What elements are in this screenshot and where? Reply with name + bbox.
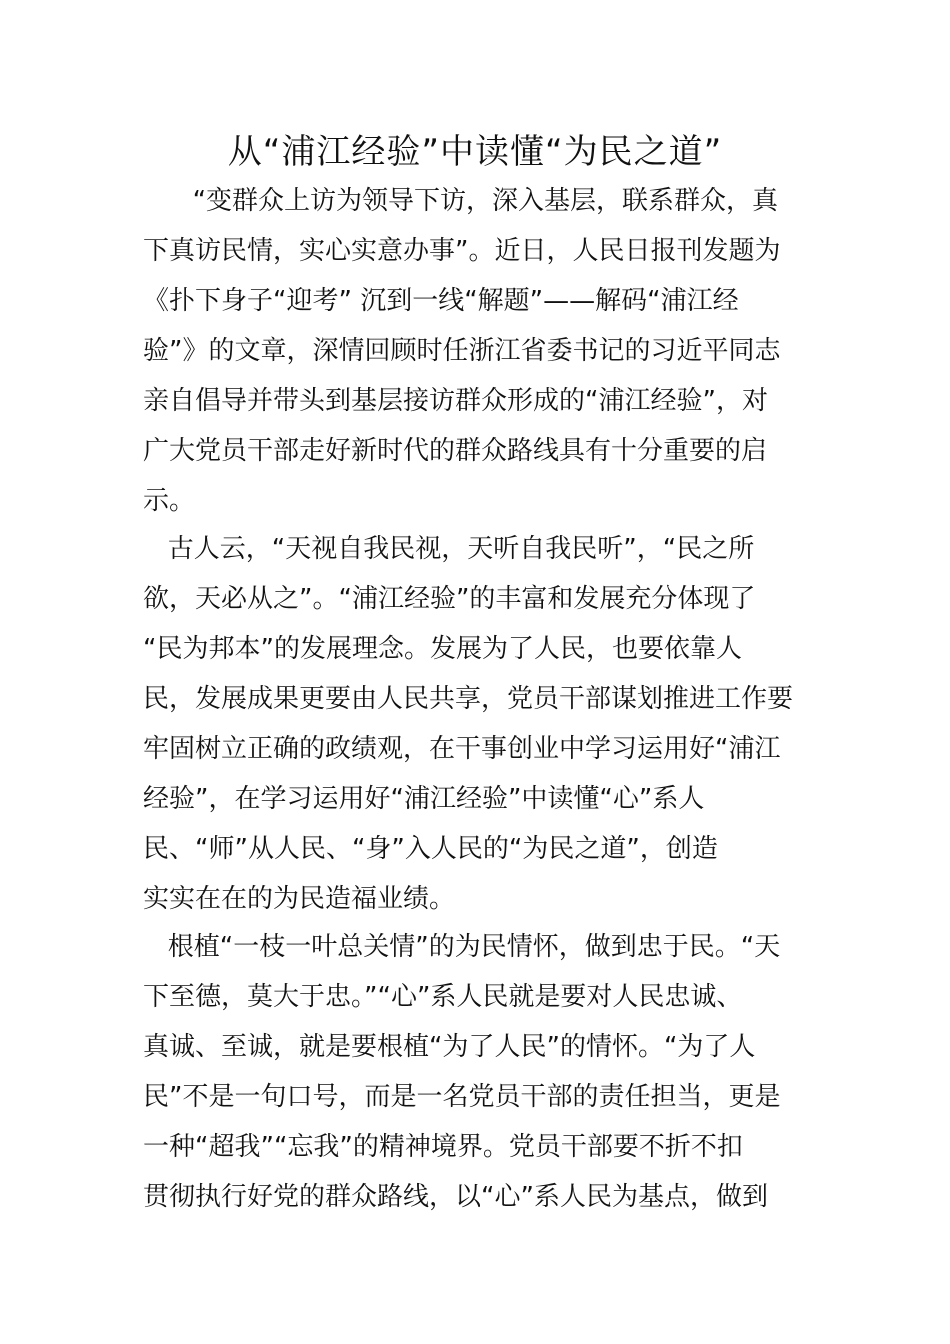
text-line: 下真访民情，实心实意办事”。近日，人民日报刊发题为 xyxy=(143,236,781,266)
document-title: 从“浦江经验”中读懂“为民之道” xyxy=(227,132,723,172)
text-line: “变群众上访为领导下访，深入基层，联系群众，真 xyxy=(143,186,779,216)
paragraph-1 xyxy=(143,176,808,526)
text-line: 示。 xyxy=(143,486,196,516)
text-line: 广大党员干部走好新时代的群众路线具有十分重要的启 xyxy=(143,436,768,466)
text-line: 真诚、至诚，就是要根植“为了人民”的情怀。“为了人 xyxy=(143,1032,756,1062)
text-line: 民、“师”从人民、“身”入人民的“为民之道”，创造 xyxy=(143,834,718,864)
text-line: 实实在在的为民造福业绩。 xyxy=(143,884,456,914)
text-line: 《扑下身子“迎考” 沉到一线“解题”——解码“浦江经 xyxy=(143,286,739,316)
text-line: “民为邦本”的发展理念。发展为了人民，也要依靠人 xyxy=(143,634,742,664)
text-line: 古人云，“天视自我民视，天听自我民听”，“民之所 xyxy=(143,534,755,564)
text-line: 亲自倡导并带头到基层接访群众形成的“浦江经验”，对 xyxy=(143,386,768,416)
text-line: 根植“一枝一叶总关情”的为民情怀，做到忠于民。“天 xyxy=(143,932,781,962)
text-line: 牢固树立正确的政绩观，在干事创业中学习运用好“浦江 xyxy=(143,734,781,764)
text-line: 验”》的文章，深情回顾时任浙江省委书记的习近平同志 xyxy=(143,336,781,366)
text-line: 欲，天必从之”。“浦江经验”的丰富和发展充分体现了 xyxy=(143,584,756,614)
text-line: 下至德，莫大于忠。”“心”系人民就是要对人民忠诚、 xyxy=(143,982,743,1012)
text-line: 经验”，在学习运用好“浦江经验”中读懂“心”系人 xyxy=(143,784,705,814)
paragraph-3 xyxy=(143,922,808,1222)
text-line: 民，发展成果更要由人民共享，党员干部谋划推进工作要 xyxy=(143,684,794,714)
text-line: 一种“超我”“忘我”的精神境界。党员干部要不折不扣 xyxy=(143,1132,743,1162)
paragraph-2 xyxy=(143,524,808,924)
text-line: 贯彻执行好党的群众路线，以“心”系人民为基点，做到 xyxy=(143,1182,768,1212)
text-line: 民”不是一句口号，而是一名党员干部的责任担当，更是 xyxy=(143,1082,781,1112)
